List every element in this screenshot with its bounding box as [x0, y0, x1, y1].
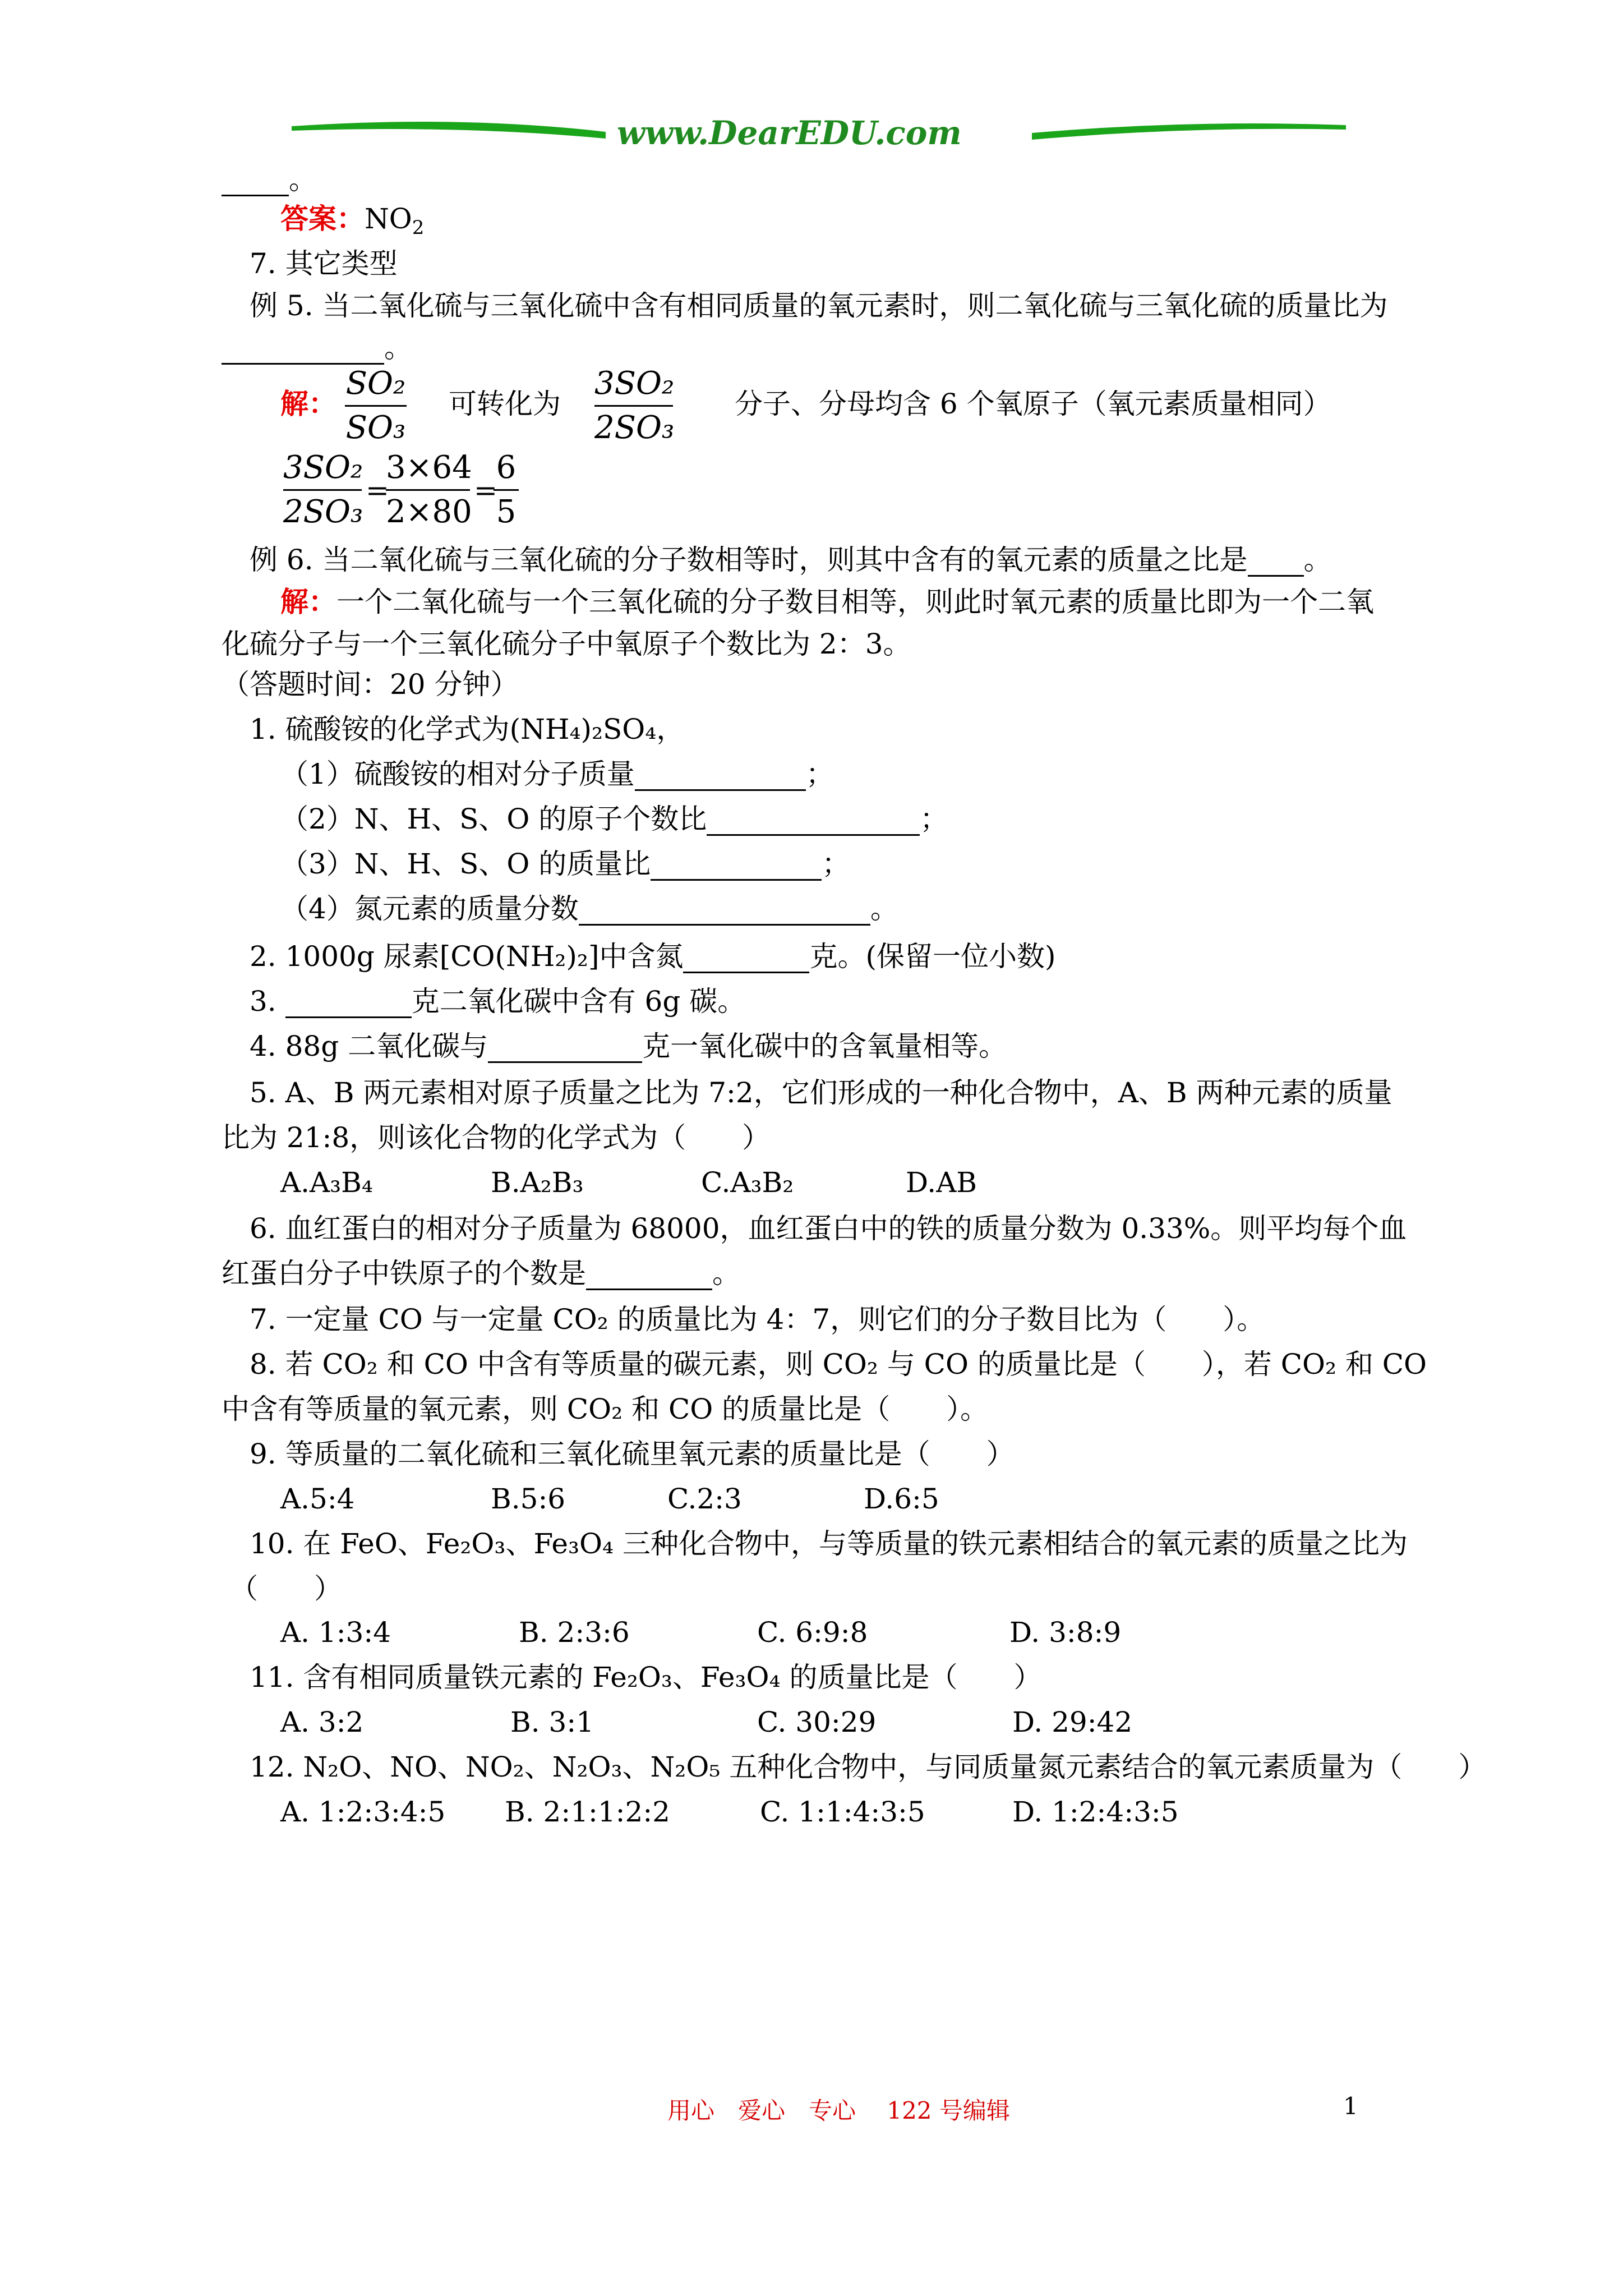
question-5-line-1: 5. A、B 两元素相对原子质量之比为 7:2，它们形成的一种化合物中，A、B 两种元素的质量 — [250, 1076, 1393, 1109]
question-10-option-d[interactable]: D. 3:8:9 — [1009, 1616, 1122, 1649]
question-1-part-3: （3）N、H、S、O 的质量比 ； — [280, 848, 850, 880]
question-10-line-1: 10. 在 FeO、Fe₂O₃、Fe₃O₄ 三种化合物中，与等质量的铁元素相结合的氧元素的质量之比为 — [250, 1527, 1408, 1560]
solution-6-line-1: 解：一个二氧化硫与一个三氧化硫的分子数目相等，则此时氧元素的质量比即为一个二氧 — [280, 585, 1374, 618]
page-number: 1 — [1343, 2092, 1358, 2120]
q1-3-blank[interactable] — [651, 851, 822, 881]
question-12-option-b[interactable]: B. 2:1:1:2:2 — [505, 1796, 670, 1828]
question-11-option-b[interactable]: B. 3:1 — [510, 1706, 594, 1738]
site-banner — [292, 109, 1346, 160]
q6-blank[interactable] — [586, 1260, 712, 1290]
question-11-option-d[interactable]: D. 29:42 — [1012, 1706, 1133, 1738]
question-9-option-d[interactable]: D.6:5 — [864, 1483, 939, 1515]
fraction-result: 6 5 — [494, 449, 519, 531]
question-12-option-a[interactable]: A. 1:2:3:4:5 — [280, 1796, 446, 1828]
example-5: 例 5. 当二氧化硫与三氧化硫中含有相同质量的氧元素时，则二氧化硫与三氧化硫的质量比为 — [250, 289, 1388, 322]
question-5-option-b[interactable]: B.A₂B₃ — [491, 1166, 584, 1199]
question-5-option-a[interactable]: A.A₃B₄ — [280, 1166, 373, 1199]
question-1-part-4: （4）氮元素的质量分数 。 — [280, 892, 898, 925]
answer-blank — [222, 167, 289, 196]
question-9-option-b[interactable]: B.5:6 — [491, 1483, 566, 1515]
question-5-option-d[interactable]: D.AB — [906, 1166, 978, 1199]
question-9-option-a[interactable]: A.5:4 — [280, 1483, 355, 1515]
question-4: 4. 88g 二氧化碳与 克一氧化碳中的含氧量相等。 — [250, 1030, 1007, 1062]
question-3: 3. 克二氧化碳中含有 6g 碳。 — [250, 985, 746, 1018]
question-11-option-c[interactable]: C. 30:29 — [757, 1706, 877, 1738]
question-8-line-2: 中含有等质量的氧元素，则 CO₂ 和 CO 的质量比是（ ）。 — [222, 1393, 989, 1425]
q1-2-blank[interactable] — [707, 806, 920, 836]
equals-sign-2: = — [474, 474, 497, 507]
solution-6-line-2: 化硫分子与一个三氧化硫分子中氧原子个数比为 2：3。 — [222, 628, 911, 660]
answer-line: 答案：$NO_2$ — [280, 202, 425, 239]
question-12-option-d[interactable]: D. 1:2:4:3:5 — [1012, 1796, 1179, 1828]
question-10-option-c[interactable]: C. 6:9:8 — [757, 1616, 868, 1649]
question-1-part-1: （1）硫酸铵的相对分子质量 ； — [280, 758, 834, 790]
question-7: 7. 一定量 CO 与一定量 CO₂ 的质量比为 4：7，则它们的分子数目比为（ ）。 — [250, 1303, 1265, 1336]
continuation-line: 。 — [222, 163, 317, 196]
q4-blank[interactable] — [488, 1033, 642, 1063]
question-1-part-2: （2）N、H、S、O 的原子个数比 ； — [280, 803, 948, 835]
question-1: 1. 硫酸铵的化学式为(NH₄)₂SO₄， — [250, 713, 685, 746]
question-5-line-2: 比为 21:8，则该化合物的化学式为（ ） — [222, 1121, 771, 1154]
answer-time-note: （答题时间：20 分钟） — [222, 668, 519, 701]
q1-4-blank[interactable] — [579, 896, 870, 926]
footer-note: 用心 爱心 专心 122 号编辑 — [667, 2097, 1010, 2124]
fraction-so2-so3: SO₂ SO₃ — [345, 365, 406, 446]
equals-sign-1: = — [366, 474, 389, 507]
fraction-numeric: 3×64 2×80 — [386, 449, 472, 530]
banner-site-text: www.DearEDU.com — [617, 114, 962, 152]
example-5-blank: 。 — [222, 331, 412, 365]
question-8-line-1: 8. 若 CO₂ 和 CO 中含有等质量的碳元素，则 CO₂ 与 CO 的质量比是（ ），若 CO₂ 和 CO — [250, 1348, 1427, 1381]
fraction-3so2-2so3: 3SO₂ 2SO₃ — [594, 365, 675, 446]
q2-blank[interactable] — [683, 944, 809, 973]
question-6-line-1: 6. 血红蛋白的相对分子质量为 68000，血红蛋白中的铁的质量分数为 0.33%。则平均每个血 — [250, 1212, 1407, 1245]
solution-5-label: 解： — [280, 387, 336, 420]
question-11-option-a[interactable]: A. 3:2 — [280, 1706, 364, 1738]
question-6-line-2: 红蛋白分子中铁原子的个数是 。 — [222, 1257, 740, 1290]
question-11: 11. 含有相同质量铁元素的 Fe₂O₃、Fe₃O₄ 的质量比是（ ） — [250, 1661, 1042, 1694]
section-7-heading: 7. 其它类型 — [250, 247, 398, 280]
question-9-option-c[interactable]: C.2:3 — [667, 1483, 742, 1515]
question-10-option-a[interactable]: A. 1:3:4 — [280, 1616, 391, 1649]
fraction-3so2-2so3-b: 3SO₂ 2SO₃ — [283, 449, 363, 530]
q3-blank[interactable] — [285, 988, 412, 1018]
question-12-option-c[interactable]: C. 1:1:4:3:5 — [760, 1796, 925, 1828]
q1-1-blank[interactable] — [635, 761, 806, 791]
banner-right-swoosh — [1032, 123, 1346, 140]
question-12: 12. N₂O、NO、NO₂、N₂O₃、N₂O₅ 五种化合物中，与同质量氮元素结合的氧元素质量为（ ） — [250, 1751, 1487, 1783]
answer-value: NO — [365, 203, 412, 235]
solution-5-convert: 可转化为 — [449, 388, 561, 420]
answer-label: 答案： — [280, 202, 365, 235]
question-10-line-2: （ ） — [230, 1572, 342, 1605]
solution-5-note: 分子、分母均含 6 个氧原子（氧元素质量相同） — [735, 388, 1331, 420]
question-9: 9. 等质量的二氧化硫和三氧化硫里氧元素的质量比是（ ） — [250, 1438, 1015, 1470]
banner-left-swoosh — [292, 122, 606, 139]
question-5-option-c[interactable]: C.A₃B₂ — [701, 1166, 794, 1199]
question-2: 2. 1000g 尿素[CO(NH₂)₂]中含氮 克。(保留一位小数) — [250, 940, 1056, 973]
question-10-option-b[interactable]: B. 2:3:6 — [519, 1616, 630, 1649]
example-6: 例 6. 当二氧化硫与三氧化硫的分子数相等时，则其中含有的氧元素的质量之比是 。 — [250, 544, 1332, 576]
